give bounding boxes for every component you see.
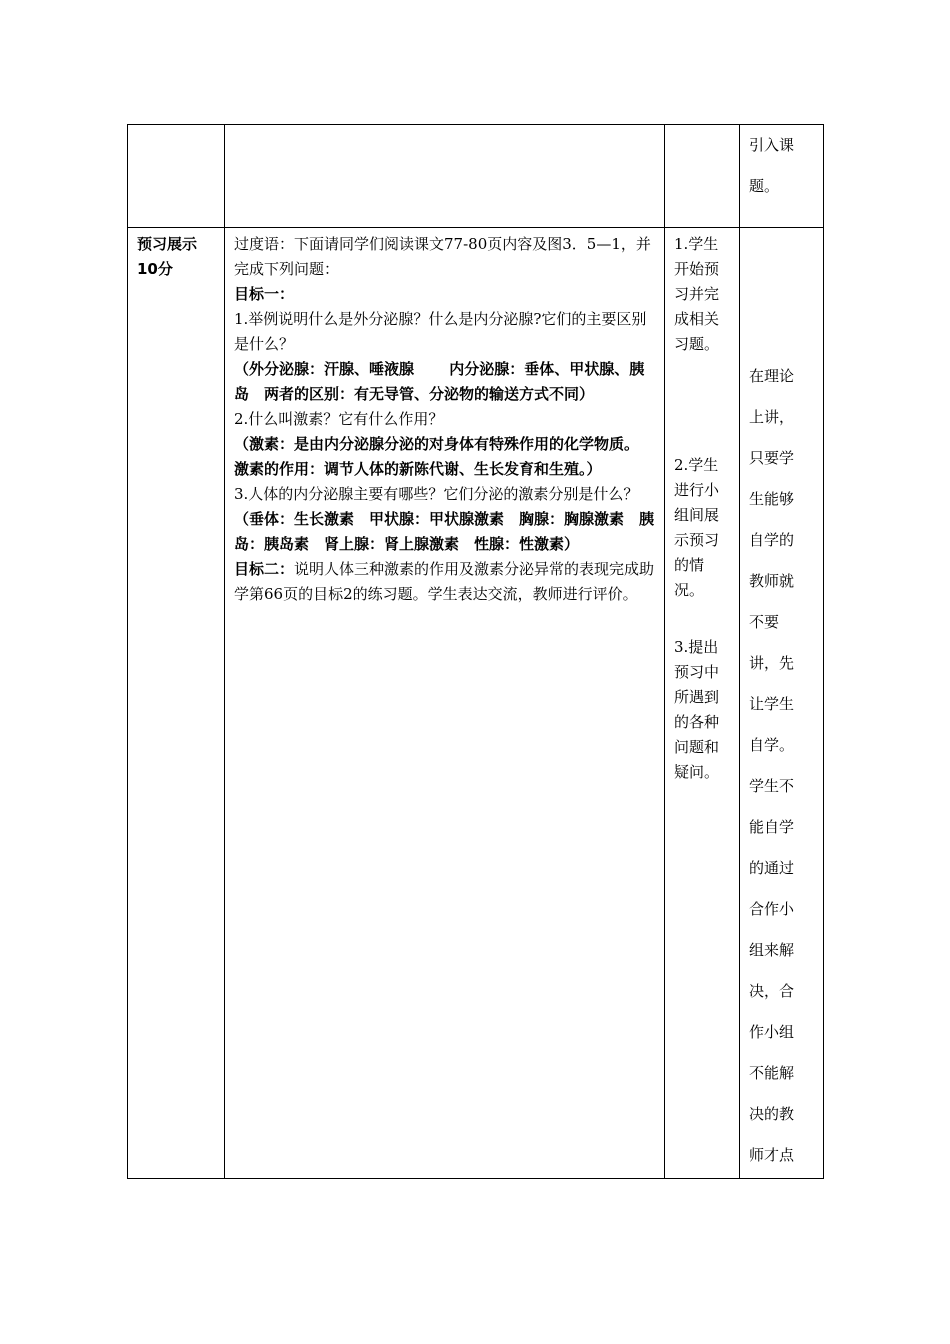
intent-line: 不要 — [749, 613, 780, 631]
activity-line: 3.提出 — [674, 638, 719, 656]
activity-line: 成相关 — [674, 310, 720, 328]
intent-line: 合作小 — [749, 900, 795, 918]
activity-line: 示预习 — [674, 531, 720, 549]
activity-line: 问题和 — [674, 738, 720, 756]
intent-line: 教师就 — [749, 572, 795, 590]
content-cell — [225, 228, 665, 1179]
intent-line: 只要学 — [749, 449, 795, 467]
intent-line: 让学生 — [749, 695, 795, 713]
intent-line: 师才点 — [749, 1146, 795, 1164]
answer-1: （外分泌腺：汗腺、唾液腺 内分泌腺：垂体、甲状腺、胰岛 两者的区别：有无导管、分泌物的输送方式不同） — [234, 360, 645, 403]
stage-cell — [128, 125, 225, 228]
activity-line: 所遇到 — [674, 688, 720, 706]
intent-line: 自学。 — [749, 736, 795, 754]
activity-line: 组间展 — [674, 506, 720, 524]
activity-line: 况。 — [674, 581, 705, 599]
question-3: 3.人体的内分泌腺主要有哪些？它们分泌的激素分别是什么？ — [234, 485, 639, 503]
answer-2: （激素：是由内分泌腺分泌的对身体有特殊作用的化学物质。 激素的作用：调节人体的新陈代谢、生长发育和生殖。） — [234, 435, 662, 478]
intent-line: 学生不 — [749, 777, 795, 795]
intent-line: 能自学 — [749, 818, 795, 836]
activity-line: 开始预 — [674, 260, 720, 278]
intent-line: 不能解 — [749, 1064, 795, 1082]
transition-text: 过度语：下面请同学们阅读课文77-80页内容及图3．5—1，并完成下列问题： — [234, 235, 651, 278]
intent-line: 的通过 — [749, 859, 795, 877]
student-activity-1 — [674, 232, 733, 357]
goal1-title: 目标一： — [234, 285, 295, 303]
intent-line: 生能够 — [749, 490, 795, 508]
activity-line: 2.学生 — [674, 456, 719, 474]
table-row — [128, 125, 824, 228]
design-intent-cell — [740, 125, 824, 228]
intent-line: 题。 — [749, 177, 780, 195]
student-activity-2 — [674, 453, 733, 603]
design-intent-cell — [740, 228, 824, 1179]
lesson-plan-table — [127, 124, 824, 1179]
intent-line: 决，合 — [749, 982, 795, 1000]
activity-line: 的情 — [674, 556, 705, 574]
goal2-paragraph — [234, 557, 655, 607]
answer-3: （垂体：生长激素 甲状腺：甲状腺激素 胸腺：胸腺激素 胰岛：胰岛素 肾上腺：肾上腺激素 性腺：性激素） — [234, 510, 655, 553]
activity-line: 1.学生 — [674, 235, 719, 253]
question-1: 1.举例说明什么是外分泌腺？什么是内分泌腺?它们的主要区别是什么？ — [234, 310, 647, 353]
stage-cell — [128, 228, 225, 1179]
intent-line: 决的教 — [749, 1105, 795, 1123]
activity-line: 进行小 — [674, 481, 720, 499]
activity-line: 预习中 — [674, 663, 720, 681]
table-row — [128, 228, 824, 1179]
goal2-text: 说明人体三种激素的作用及激素分泌异常的表现完成助学第66页的目标2的练习题。学生表达交流，教师进行评价。 — [234, 560, 655, 603]
activity-line: 习题。 — [674, 335, 720, 353]
activity-line: 习并完 — [674, 285, 720, 303]
intent-line: 作小组 — [749, 1023, 795, 1041]
stage-duration: 10分 — [137, 260, 173, 278]
goal2-title: 目标二： — [234, 560, 295, 578]
stage-label: 预习展示 — [137, 235, 198, 253]
activity-line: 的各种 — [674, 713, 720, 731]
intent-line: 引入课 — [749, 136, 795, 154]
student-activity-cell — [665, 125, 740, 228]
question-2: 2.什么叫激素？它有什么作用？ — [234, 410, 444, 428]
activity-line: 疑问。 — [674, 763, 720, 781]
intent-line: 组来解 — [749, 941, 795, 959]
student-activity-3 — [674, 635, 733, 785]
intent-line: 在理论 — [749, 367, 795, 385]
intent-line: 讲，先 — [749, 654, 795, 672]
student-activity-cell — [665, 228, 740, 1179]
content-cell — [225, 125, 665, 228]
intent-line: 自学的 — [749, 531, 795, 549]
intent-line: 上讲， — [749, 408, 795, 426]
